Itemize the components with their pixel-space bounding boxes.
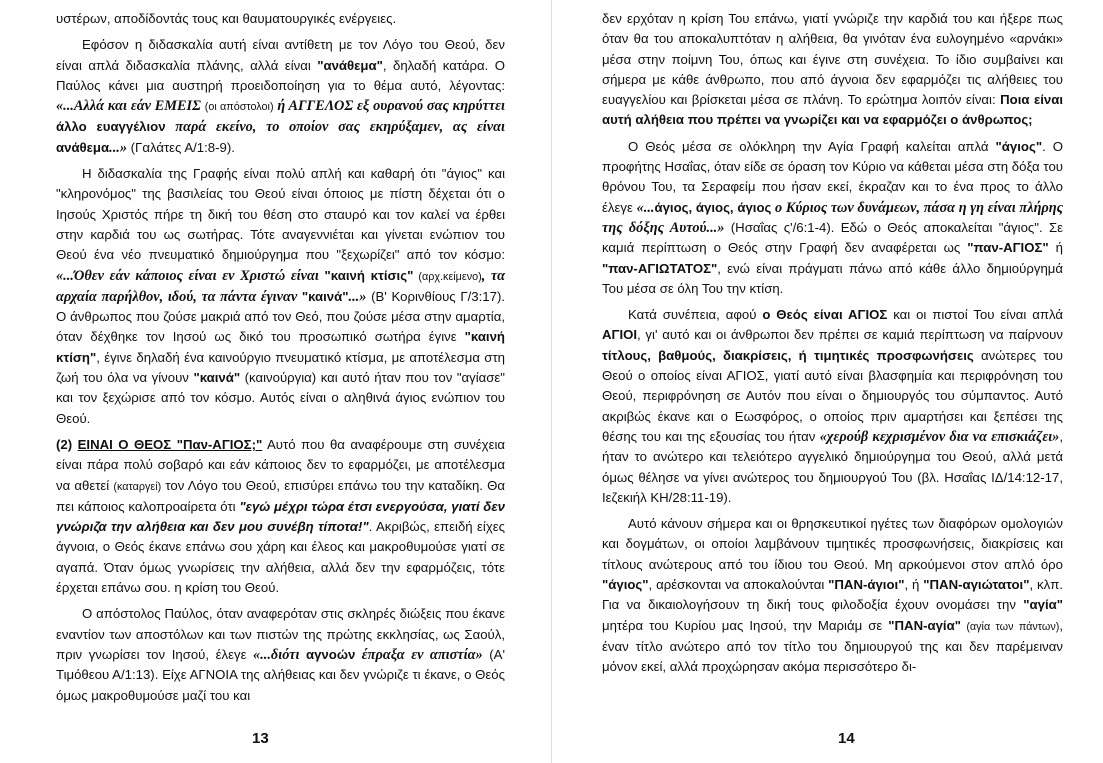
text-run: "παν-ΑΓΙΟΣ" [967,240,1049,256]
text-run: ο Θεός είναι ΑΓΙΟΣ [762,307,888,323]
text-run: , έναν τίτλο ανώτερο από τον τίτλο του δημιουργού της και δεν παρέμειναν μόνον εκεί, αλλά προχώρησαν ακόμα περισσότερο δι- [602,617,1064,675]
text-run: ΑΓΙΟΙ [602,327,638,343]
text-run: "παν-ΑΓΙΩΤΑΤΟΣ" [602,260,718,276]
text-run: "αγία" [1023,597,1063,613]
text-run: Η διδασκαλία της Γραφής είναι πολύ απλή και καθαρή ότι "άγιος" και "κληρονόμος" της βασιλείας του Θεού είναι όποιος με πίστη δέχεται ότι ο Ιησούς Χριστός πήρε τη δική του θέση στο σταυρό και τον καλεί να έρθει στην καρδιά του ως σωτήρας. Τότε αναγεννιέται και γίνεται ενώπιον του Θεού ένα νέο πνευματικό δημιούργημα που "ξεχωρίζει" από τον κόσμο: [56,166,505,263]
text-run: αγνοών [305,646,356,662]
text-run: υστέρων, αποδίδοντάς τους και θαυματουργικές ενέργειες. [56,11,397,26]
left-page-body [56,9,505,706]
text-run: . Ο προφήτης Ησαΐας, όταν είδε σε όραση τον Κύριο να κάθεται μέσα στη δόξα του θρόνου Του, τα Σεραφείμ που ήσαν εκεί, έκραζαν και το ένα προς το άλλο έλεγε [602,138,1063,215]
text-run: δεν ερχόταν η κρίση Του επάνω, γιατί γνώριζε την καρδιά του και ήξερε πως όταν θα του αποκαλυπτόταν η αλήθεια, θα γινόταν ένα ευλογημένο «αρνάκι» μέσα στην ποίμνη Του, όπως και έγινε στη συνέχεια. Το ίδιο συμβαίνει και σήμερα με κάθε άνθρωπο, που από άγνοια δεν εφαρμόζει τις αλήθειες του ευαγγελίου και βρίσκεται μέσα σε πλάνη. Το ερώτημα λοιπόν είναι: [602,11,1063,108]
page-number-right: 14 [838,730,855,747]
text-run: "καινή κτίση" [56,329,505,365]
text-run: έπραξα εν απιστία» [355,646,483,663]
text-run: "ΠΑΝ-άγιοι" [828,577,905,593]
paragraph [56,9,505,29]
text-run: (Β' Κορινθίους Γ/3:17). Ο άνθρωπος που ζούσε μακριά από τον Θεό, που ζούσε μέσα στην αμαρτία, όταν δέχθηκε τον Ιησού ως δικό του προσωπικό σωτήρα έγινε [56,288,506,345]
paragraph [56,35,505,158]
text-run: άλλο ευαγγέλιον [56,119,166,135]
page-number-left: 13 [252,730,269,747]
text-run: ανώτερες του Θεού ο οποίος είναι ΑΓΙΟΣ, γιατί αυτό είναι βλασφημία και περιφρόνηση του Θεού, περιφρόνηση σε Αυτόν που είναι ο δημιουργός του σύμπαντος. Αυτό ακριβώς έκανε και ο Εωσφόρος, ο οποίος πριν αμαρτήσει και ξεπέσει της θέσης του και της εξουσίας του ήταν [602,347,1063,444]
text-run: "άγιος" [602,577,649,593]
text-run: , κλπ. Για να δικαιολογήσουν τη δική τους φιλοδοξία έχουν ονομάσει την [602,577,1064,613]
right-page-body [602,9,1063,678]
text-run: (αγία των πάντων) [960,620,1060,633]
text-run: , έγινε δηλαδή ένα καινούργιο πνευματικό κτίσμα, με αποτέλεσμα στη ζωή του όλα να γίνουν [56,349,505,386]
paragraph [602,514,1063,677]
text-run: "ΠΑΝ-αγία" [888,617,961,633]
text-run: "καινή κτίσις" [324,267,414,283]
text-run: "ΠΑΝ-αγιώτατοι" [923,577,1030,593]
text-run: , ή [904,577,924,593]
text-run: "καινά" [193,370,241,386]
paragraph [602,9,1063,131]
text-run: (Γαλάτες Α/1:8-9). [127,139,235,155]
text-run: (Α' Τιμόθεου Α/1:13). Είχε ΑΓΝΟΙΑ της αλήθειας και δεν γνώριζε τι έκανε, ο Θεός όμως μακροθυμούσε μαζί του και [56,646,505,703]
text-run: (2) [56,436,78,452]
text-run: (καταργεί) [113,480,162,493]
text-run: "εγώ μέχρι τώρα έτσι ενεργούσα, γιατί δεν γνώριζα την αλήθεια και δεν μου συνέβη τίποτα!" [56,498,506,535]
text-run: Εφόσον η διδασκαλία αυτή είναι αντίθετη με τον Λόγο του Θεού, δεν είναι απλά διδασκαλία πλάνης, αλλά είναι [56,37,505,73]
text-run: μητέρα του Κυρίου μας Ιησού, την Μαριάμ σε [602,617,889,633]
text-run: "καινά" [301,288,349,304]
text-run: «χερούβ κεχρισμένον δια να επισκιάζει» [819,428,1060,445]
text-run: , ήταν το ανώτερο και τελειότερο αγγελικό δημιούργημα του Θεού, αλλά μετά όμως θέλησε να γίνει ανώτερος του δημιουργού Του (βλ. Ησαΐας ΙΔ/14:12-17, Ιεζεκιήλ ΚΗ/28:11-19). [602,428,1063,505]
text-run: ΕΙΝΑΙ Ο ΘΕΟΣ "Παν-ΑΓΙΟΣ;" [77,436,263,452]
text-run: , δηλαδή κατάρα. Ο Παύλος κάνει μια αυστηρή προειδοποίηση για το θέμα αυτό, λέγοντας: [56,57,505,93]
text-run: «...Όθεν εάν κάποιος είναι εν Χριστώ είναι [56,267,325,284]
paragraph [602,137,1063,299]
text-run: ...» [109,139,127,156]
text-run: Κατά συνέπεια, αφού [628,307,763,323]
text-run: τον Λόγο του Θεού, επισύρει επάνω του την καταδίκη. Θα πει κάποιος καλοπροαίρετα ότι [56,477,505,514]
text-run: ή ΑΓΓΕΛΟΣ εξ ουρανού σας κηρύττει [273,98,505,115]
text-run: (οι απόστολοι) [204,101,274,114]
text-run: , αρέσκονται να αποκαλούνται [648,577,829,593]
text-run: , γι' αυτό και οι άνθρωποι δεν πρέπει σε καμιά περίπτωση να παίρνουν [637,327,1063,343]
text-run: ο Κύριος των δυνάμεων, πάσα η γη είναι πλήρης της δόξης Αυτού...» [602,199,1064,236]
text-run: Αυτό κάνουν σήμερα και οι θρησκευτικοί ηγέτες των διαφόρων ομολογιών και δογμάτων, οι οποίοι λαμβάνουν τιμητικές προσφωνήσεις, διακρίσεις και τίτλους ανώτερους από του ίδιου του Θεού. Μη αρκούμενοι στον απλό όρο [602,516,1063,572]
text-run: ή [1048,240,1063,256]
text-run: (Ησαΐας ς'/6:1-4). Εδώ ο Θεός αποκαλείται "άγιος". Σε καμιά περίπτωση ο Θεός στην Γραφή δεν αναφέρεται ως [602,219,1064,256]
text-run: και οι πιστοί Του είναι απλά [887,307,1063,323]
text-run: παρά εκείνο, το οποίον σας εκηρύξαμεν, ας είναι [165,119,506,136]
text-run: Ο απόστολος Παύλος, όταν αναφερόταν στις σκληρές διώξεις που έκανε εναντίον των αποστόλων και των πιστών της πρώτης εκκλησίας, ως Σαούλ, πριν γνωρίσει τον Ιησού, έλεγε [56,606,505,662]
text-run: (καινούργια) και αυτό ήταν που τον "αγίασε" και τον ξεχώρισε από τον κόσμο. Αυτός είναι ο αληθινά άγιος ενώπιον του Θεού. [56,370,505,426]
text-run: Αυτό που θα αναφέρουμε στη συνέχεια είναι πάρα πολύ σοβαρό και εάν κάποιος δεν το εφαρμόζει, με αποτέλεσμα να αθετεί [56,436,506,493]
paragraph [602,305,1063,508]
text-run: ...» [348,288,367,305]
text-run: "ανάθεμα" [317,57,383,73]
text-run: "άγιος" [995,138,1043,154]
text-run: ανάθεμα [56,139,110,155]
text-run: Ο Θεός μέσα σε ολόκληρη την Αγία Γραφή καλείται απλά [628,138,996,154]
text-run: «... [636,199,655,216]
text-run: , ενώ είναι πράγματι πάνω από κάθε άλλο δημιούργημά Του μέσα σε όλη Του την κτίση. [602,260,1063,296]
text-run: τίτλους, βαθμούς, διακρίσεις, ή τιμητικές προσφωνήσεις [602,347,974,363]
paragraph [56,164,505,429]
left-page [0,0,551,763]
text-run: , τα αρχαία παρήλθον, ιδού, τα πάντα έγιναν [56,267,505,305]
text-run: . Ακριβώς, επειδή είχες άγνοια, ο Θεός έκανε επάνω σου χάρη και έλεος και μακροθυμούσε γιατί σε αγαπά. Όταν όμως γνωρίσεις την αλήθεια, αλλά δεν την εφαρμόζεις, τότε έρχεται επάνω σου. η κρίση του Θεού. [56,519,506,596]
text-run: (αρχ.κείμενο) [413,270,482,283]
text-run: Ποια είναι αυτή αλήθεια που πρέπει να γνωρίζει και να εφαρμόζει ο άνθρωπος; [602,92,1063,128]
right-page [552,0,1103,763]
text-run: άγιος, άγιος, άγιος [654,199,772,215]
text-run: «...Αλλά και εάν ΕΜΕΙΣ [56,98,205,115]
text-run: «...διότι [253,646,306,663]
paragraph [56,604,505,705]
paragraph [56,435,505,598]
